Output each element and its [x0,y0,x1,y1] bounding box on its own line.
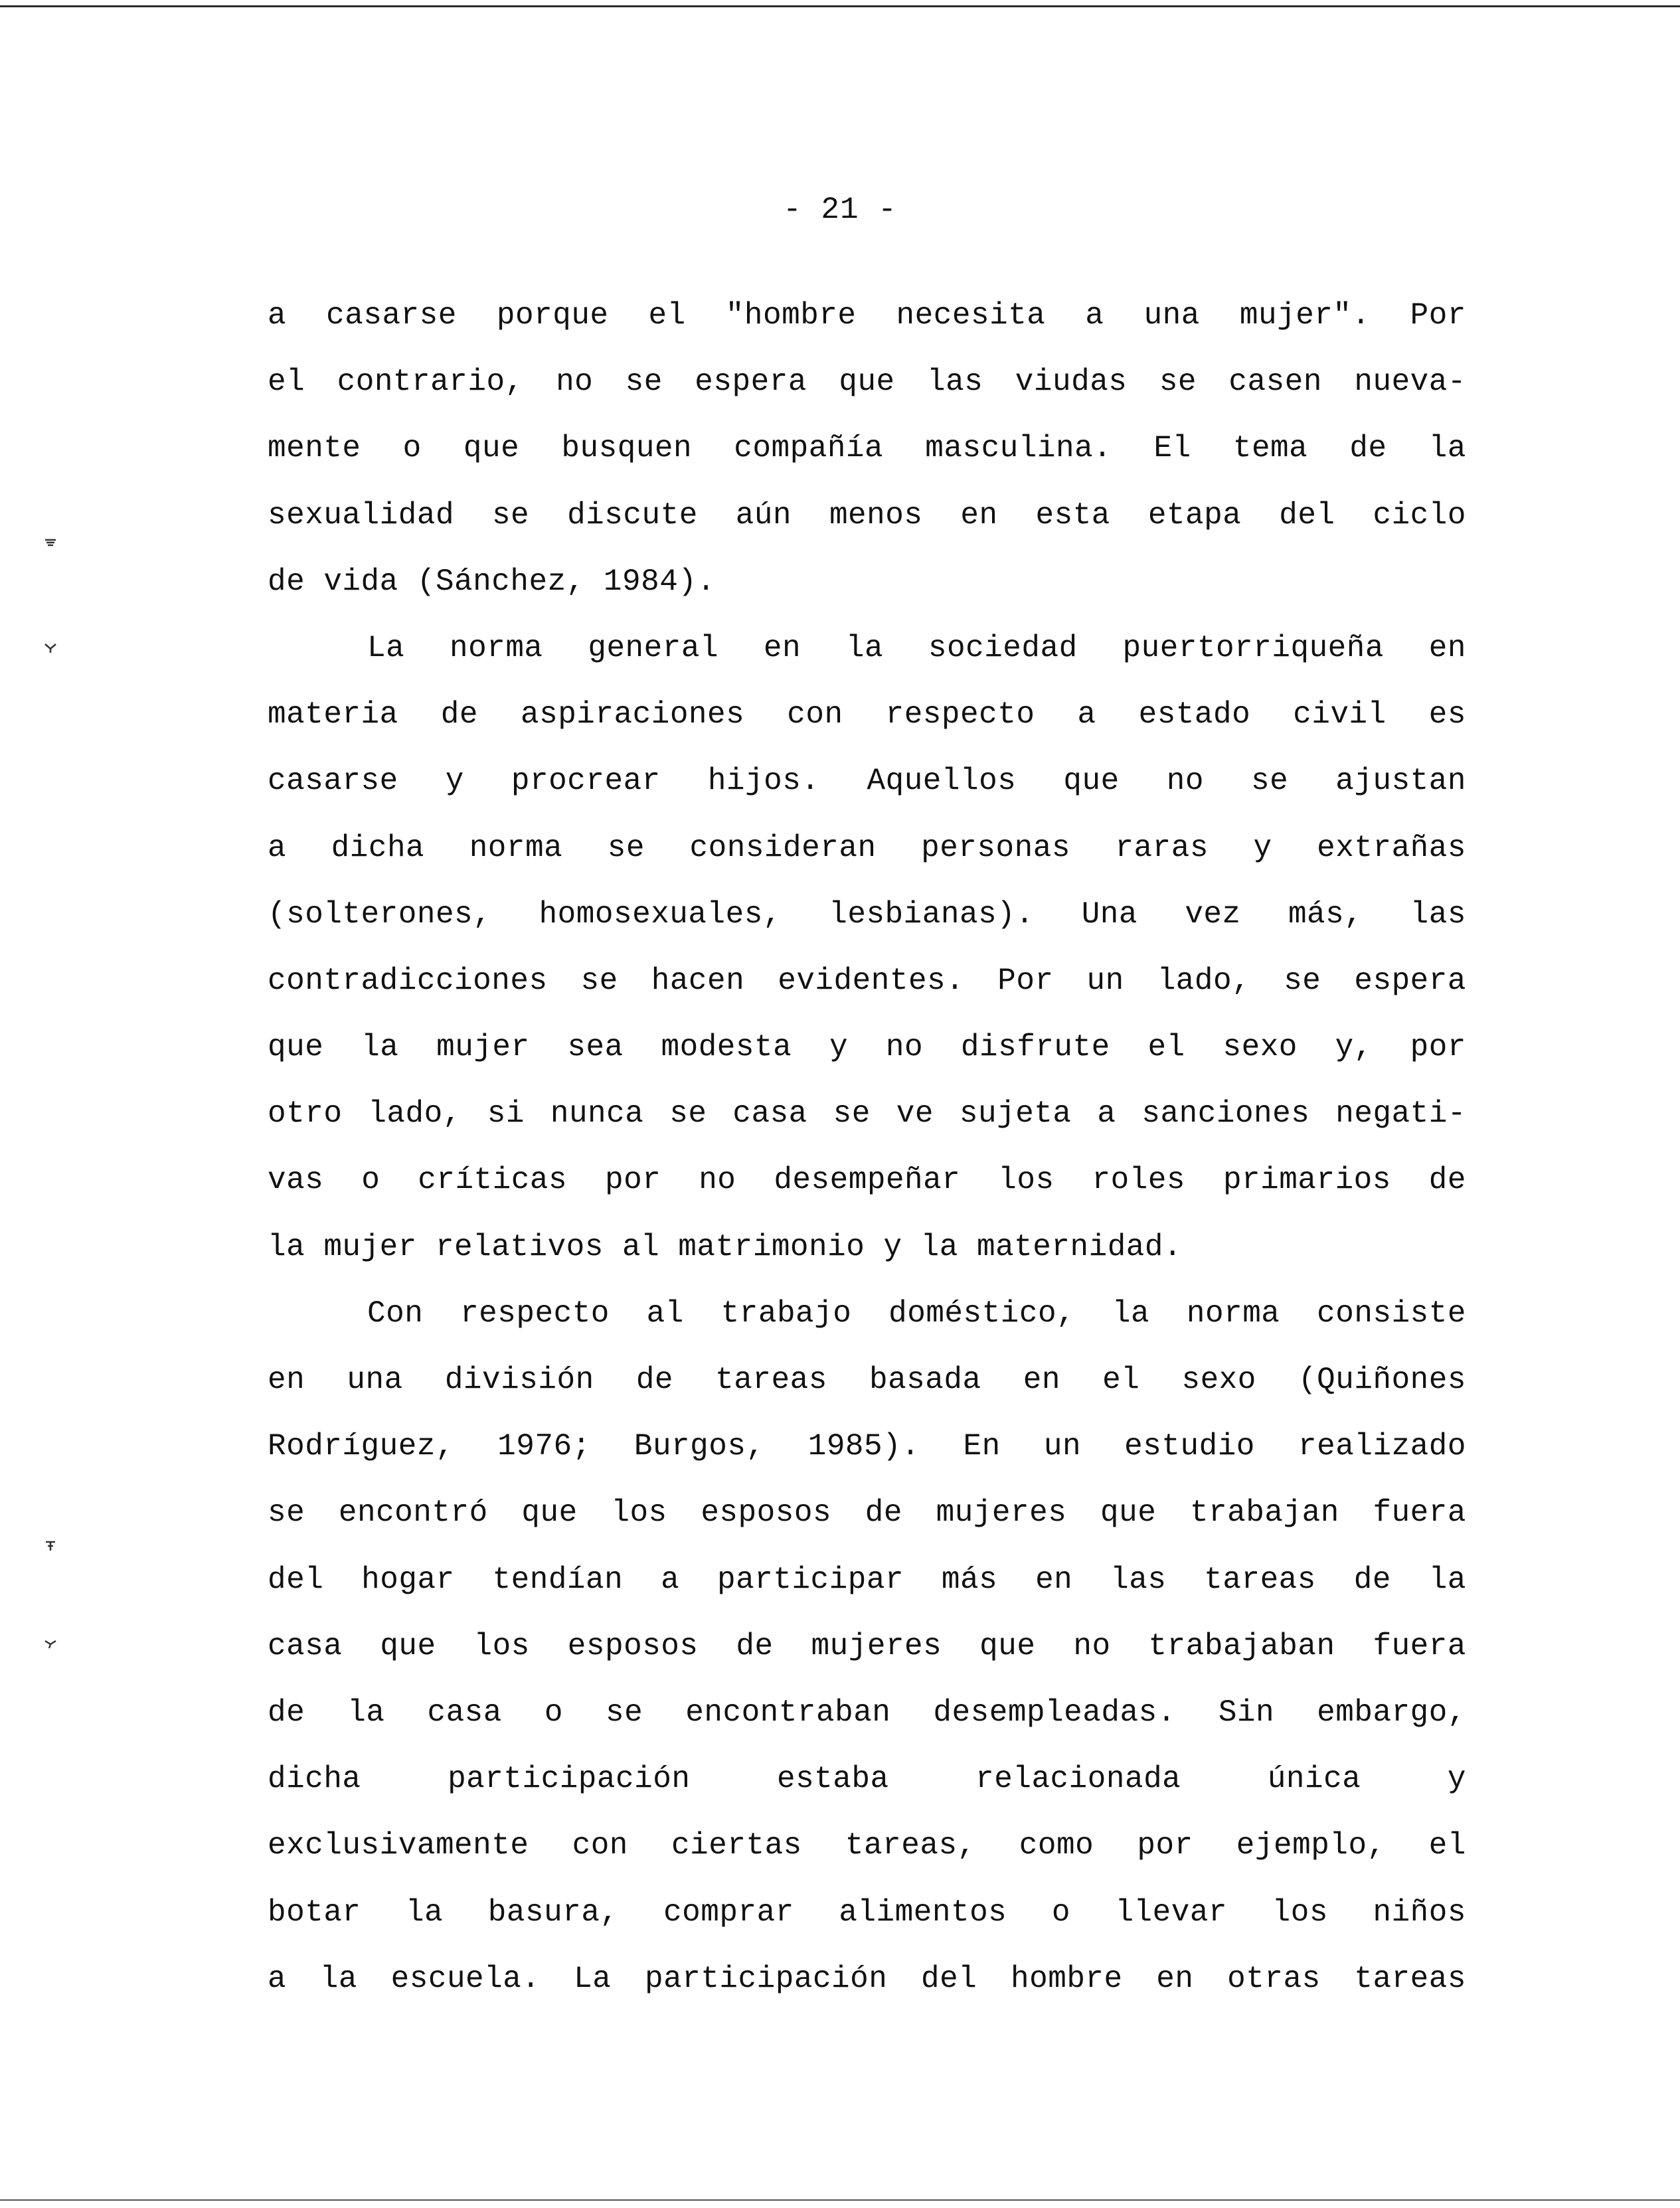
text-line: exclusivamente con ciertas tareas, como por ejemplo, el [268,1828,1466,1863]
margin-speck-icon [42,1537,58,1553]
text-line: a la escuela. La participación del hombre en otras tareas [268,1961,1466,1996]
text-line: en una división de tareas basada en el sexo (Quiñones [268,1363,1466,1397]
text-line: casa que los esposos de mujeres que no trabajaban fuera [268,1628,1466,1663]
margin-speck-icon [42,535,58,551]
top-edge-rule [0,5,1680,7]
text-line: se encontró que los esposos de mujeres que trabajan fuera [268,1495,1466,1531]
text-line: dicha participación estaba relacionada única y [268,1762,1466,1797]
text-line: contradicciones se hacen evidentes. Por un lado, se espera [268,963,1466,998]
text-line: La norma general en la sociedad puertorriqueña en [367,630,1466,665]
text-line: a casarse porque el "hombre necesita a una mujer". Por [268,298,1466,333]
text-line: mente o que busquen compañía masculina. El tema de la [268,431,1466,466]
text-line: materia de aspiraciones con respecto a estado civil es [268,697,1466,732]
text-line: Rodríguez, 1976; Burgos, 1985). En un estudio realizado [268,1429,1466,1464]
margin-speck-icon [42,639,58,655]
text-line: de vida (Sánchez, 1984). [268,564,716,599]
text-line: botar la basura, comprar alimentos o llevar los niños [268,1895,1466,1930]
bottom-edge-rule [0,2199,1680,2201]
text-line: a dicha norma se consideran personas raras y extrañas [268,830,1466,865]
text-line: sexualidad se discute aún menos en esta etapa del ciclo [268,497,1466,533]
text-line: vas o críticas por no desempeñar los roles primarios de [268,1163,1466,1198]
text-line: otro lado, si nunca se casa se ve sujeta a sanciones negati- [268,1096,1466,1132]
text-line: del hogar tendían a participar más en las tareas de la [268,1562,1466,1597]
text-line: casarse y procrear hijos. Aquellos que no se ajustan [268,764,1466,799]
text-line: de la casa o se encontraban desempleadas. Sin embargo, [268,1695,1466,1730]
text-line: la mujer relativos al matrimonio y la maternidad. [268,1229,1183,1264]
page-number: - 21 - [783,193,897,227]
text-line: (solterones, homosexuales, lesbianas). Una vez más, las [268,896,1466,932]
body-text [268,282,1466,2012]
margin-speck-icon [42,1635,58,1651]
text-line: Con respecto al trabajo doméstico, la norma consiste [367,1296,1466,1331]
text-line: que la mujer sea modesta y no disfrute el sexo y, por [268,1030,1466,1065]
text-line: el contrario, no se espera que las viudas se casen nueva- [268,365,1466,400]
